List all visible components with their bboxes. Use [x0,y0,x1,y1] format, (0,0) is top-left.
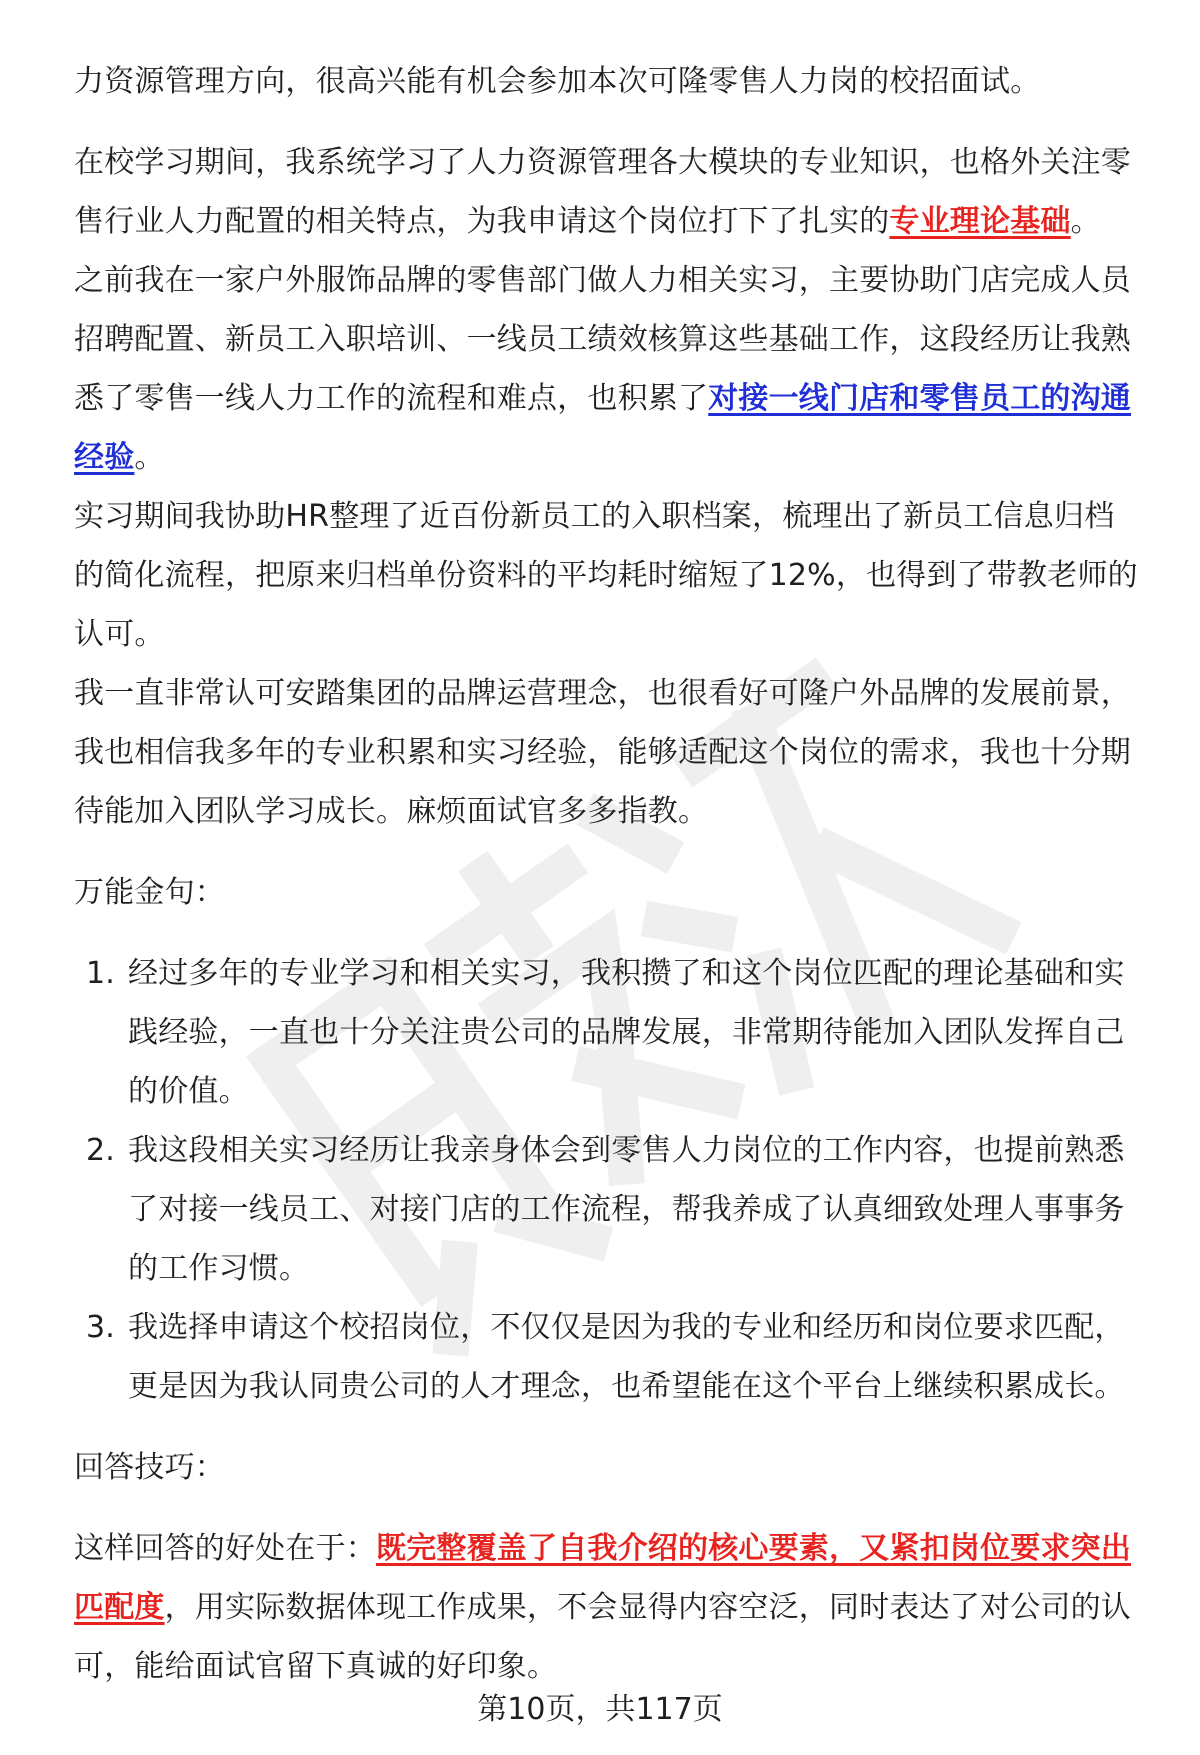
study-text-end: 。 [1070,204,1101,239]
document-page [74,52,1144,1696]
list-item [74,1298,1144,1416]
study-highlight: 专业理论基础 [889,204,1071,239]
tips-text-end: ，用实际数据体现工作成果，不会显得内容空泛，同时表达了对公司的认可，能给面试官留下真诚的好印象。 [74,1590,1132,1684]
page-number-footer: 第10页，共117页 [477,1692,723,1727]
list-item [74,1121,1144,1298]
study-paragraph [74,133,1144,251]
tips-text: 这样回答的好处在于： [74,1531,376,1566]
golden-sentences-list [74,944,1144,1416]
golden-sentences-heading: 万能金句： [74,875,225,910]
closing-paragraph: 我一直非常认可安踏集团的品牌运营理念，也很看好可隆户外品牌的发展前景，我也相信我多年的专业积累和实习经验，能够适配这个岗位的需求，我也十分期待能加入团队学习成长。麻烦面试官多多指教。 [74,676,1131,829]
list-item-number: 2. [86,1133,116,1168]
list-item-number: 3. [86,1310,116,1345]
list-item-text: 我这段相关实习经历让我亲身体会到零售人力岗位的工作内容，也提前熟悉了对接一线员工、对接门店的工作流程，帮我养成了认真细致处理人事事务的工作习惯。 [128,1133,1125,1286]
internship-text-end: 。 [134,440,165,475]
internship-highlight: 对接一线门店和零售员工的沟通经验 [74,381,1132,475]
list-item-text: 经过多年的专业学习和相关实习，我积攒了和这个岗位匹配的理论基础和实践经验，一直也十分关注贵公司的品牌发展，非常期待能加入团队发挥自己的价值。 [128,956,1125,1109]
internship-paragraph [74,251,1144,487]
list-item [74,944,1144,1121]
answer-tips-paragraph [74,1519,1144,1696]
answer-tips-heading: 回答技巧： [74,1450,225,1485]
result-paragraph: 实习期间我协助HR整理了近百份新员工的入职档案，梳理出了新员工信息归档的简化流程，把原来归档单份资料的平均耗时缩短了12%，也得到了带教老师的认可。 [74,499,1138,652]
list-item-text: 我选择申请这个校招岗位，不仅仅是因为我的专业和经历和岗位要求匹配，更是因为我认同贵公司的人才理念，也希望能在这个平台上继续积累成长。 [128,1310,1125,1404]
intro-tail-paragraph: 力资源管理方向，很高兴能有机会参加本次可隆零售人力岗的校招面试。 [74,64,1041,99]
internship-text: 之前我在一家户外服饰品牌的零售部门做人力相关实习，主要协助门店完成人员招聘配置、新员工入职培训、一线员工绩效核算这些基础工作，这段经历让我熟悉了零售一线人力工作的流程和难点，也积累了 [74,263,1131,416]
study-text: 在校学习期间，我系统学习了人力资源管理各大模块的专业知识，也格外关注零售行业人力配置的相关特点，为我申请这个岗位打下了扎实的 [74,145,1131,239]
list-item-number: 1. [86,956,116,991]
tips-highlight: 既完整覆盖了自我介绍的核心要素，又紧扣岗位要求突出匹配度 [74,1531,1131,1625]
